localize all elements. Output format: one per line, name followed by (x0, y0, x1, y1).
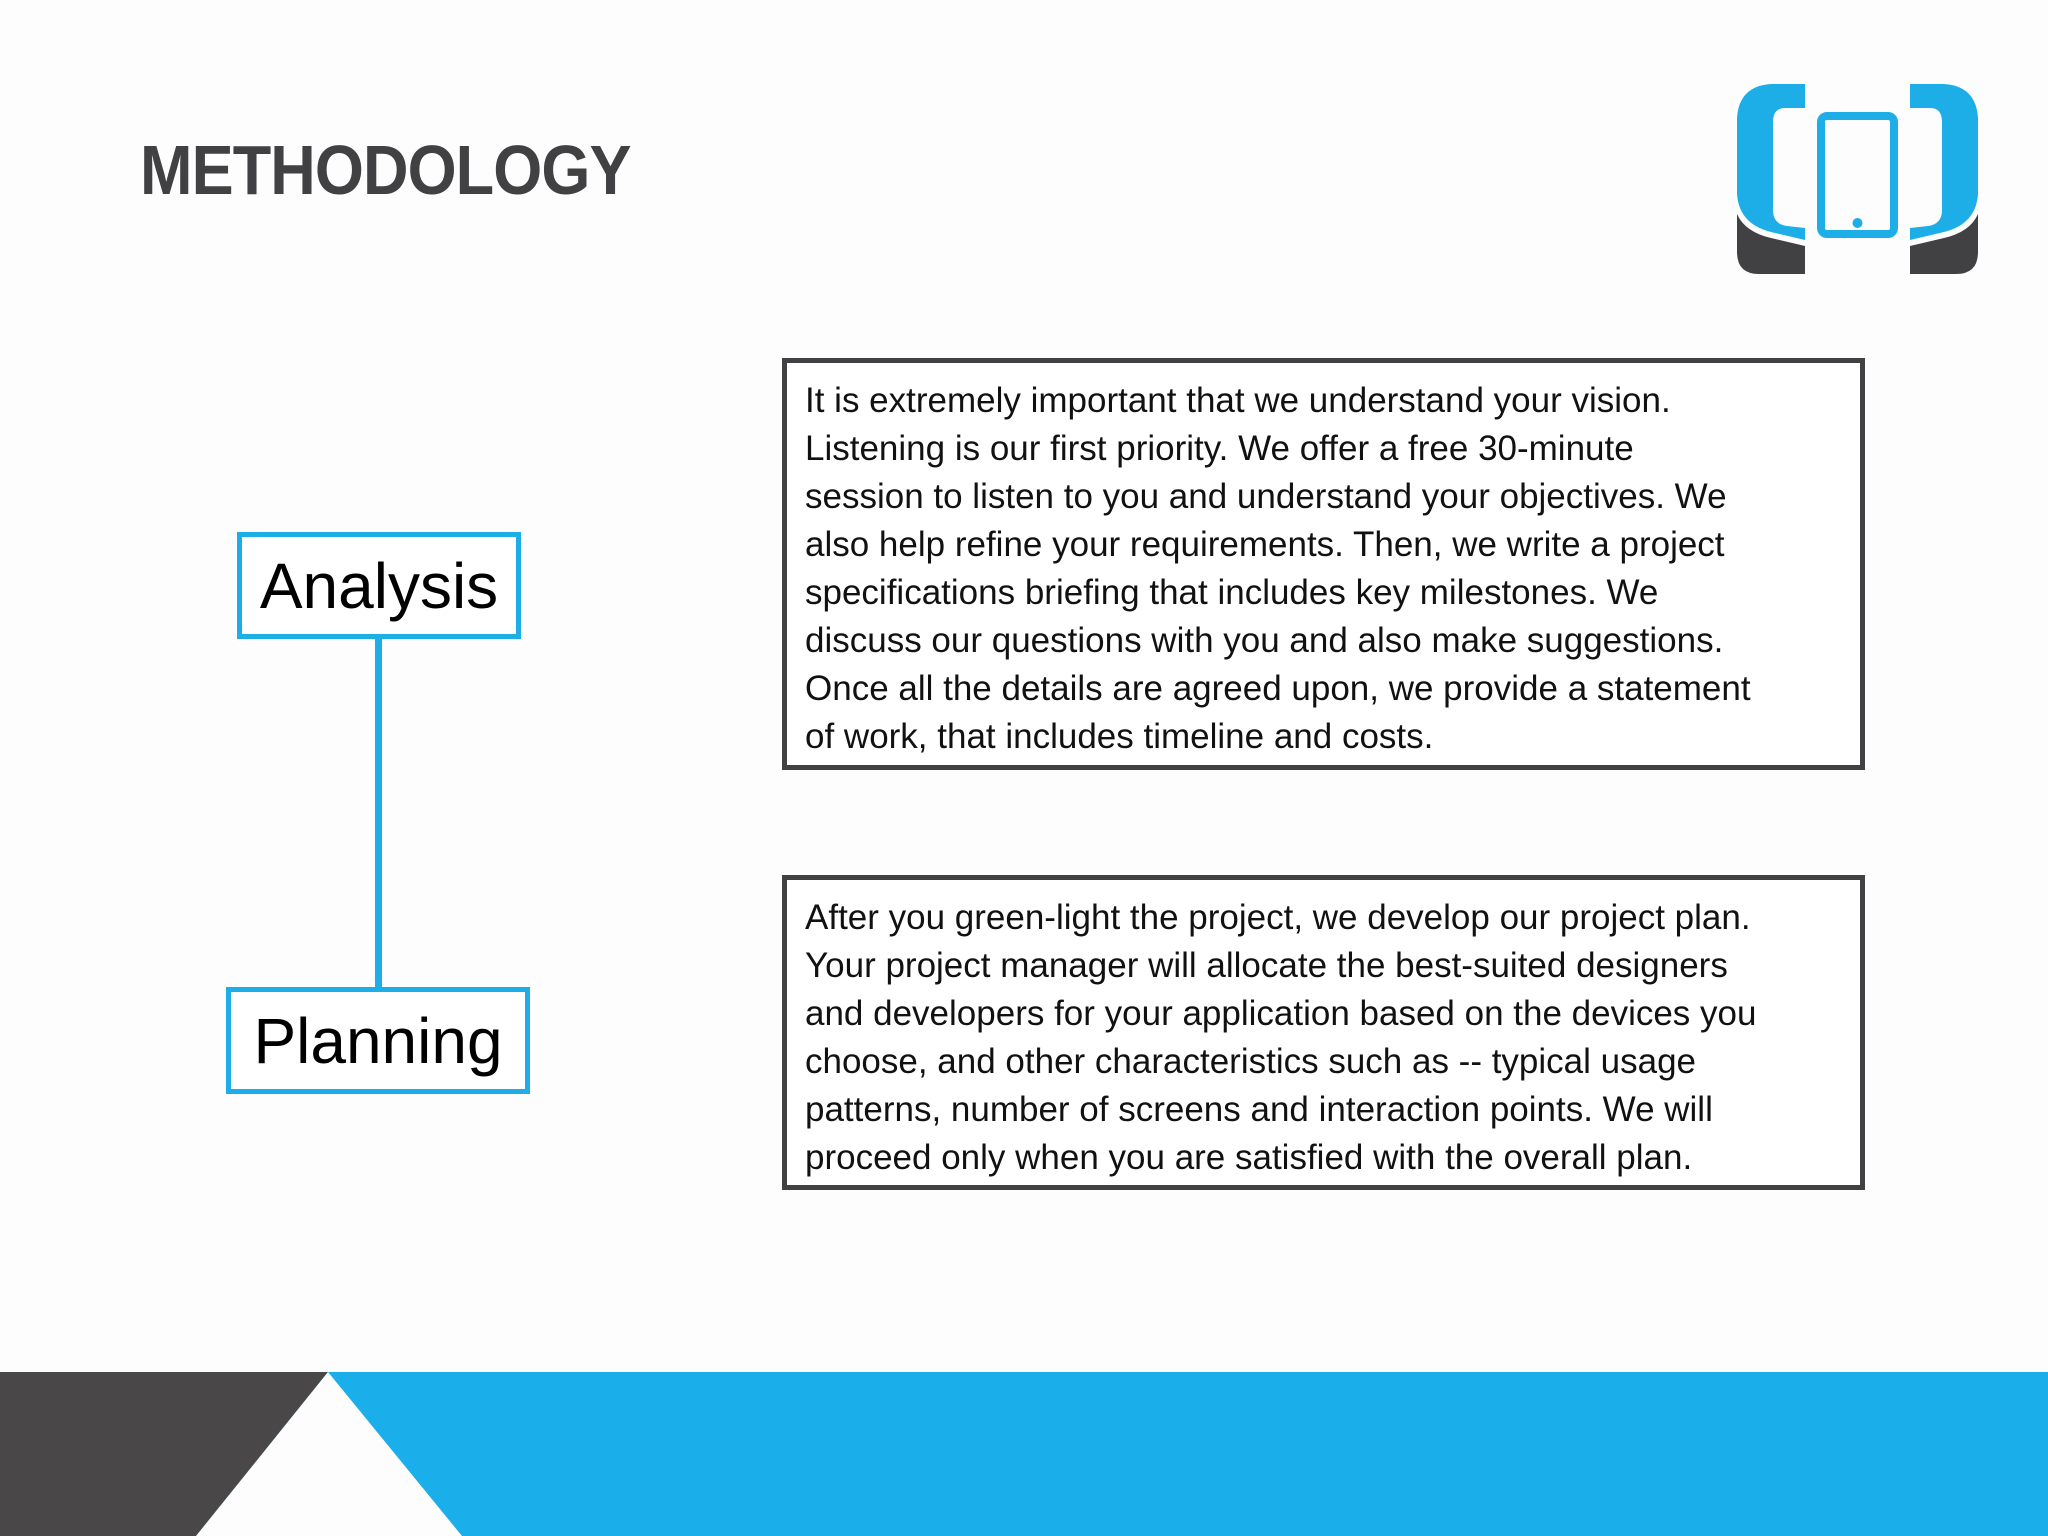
planning-description (782, 875, 1865, 1190)
analysis-line: discuss our questions with you and also make suggestions. (805, 621, 1724, 660)
analysis-line: Once all the details are agreed upon, we provide a statement (805, 669, 1751, 708)
tablet-bracket-logo-icon (1735, 82, 1980, 277)
analysis-description (782, 358, 1865, 770)
analysis-line: specifications briefing that includes key milestones. We (805, 573, 1659, 612)
page-title: METHODOLOGY (140, 131, 631, 209)
step-analysis: Analysis (237, 532, 521, 639)
planning-line: patterns, number of screens and interaction points. We will (805, 1090, 1713, 1129)
planning-line: and developers for your application based on the devices you (805, 994, 1757, 1033)
step-planning: Planning (226, 987, 530, 1094)
planning-line: choose, and other characteristics such as -- typical usage (805, 1042, 1696, 1081)
analysis-line: session to listen to you and understand your objectives. We (805, 477, 1727, 516)
analysis-line: It is extremely important that we understand your vision. (805, 381, 1671, 420)
step-connector-line (375, 639, 382, 987)
planning-line: proceed only when you are satisfied with the overall plan. (805, 1138, 1693, 1177)
analysis-line (805, 425, 1844, 473)
planning-line: Your project manager will allocate the best-suited designers (805, 946, 1728, 985)
analysis-line-text: is our first priority. We offer a free 30-minute (954, 429, 1634, 468)
footer-band (0, 1372, 2048, 1536)
emphasis-word: Listening (805, 429, 946, 468)
analysis-line: also help refine your requirements. Then, we write a project (805, 525, 1725, 564)
analysis-line: of work, that includes timeline and costs. (805, 717, 1434, 756)
planning-line: After you green-light the project, we develop our project plan. (805, 898, 1751, 937)
